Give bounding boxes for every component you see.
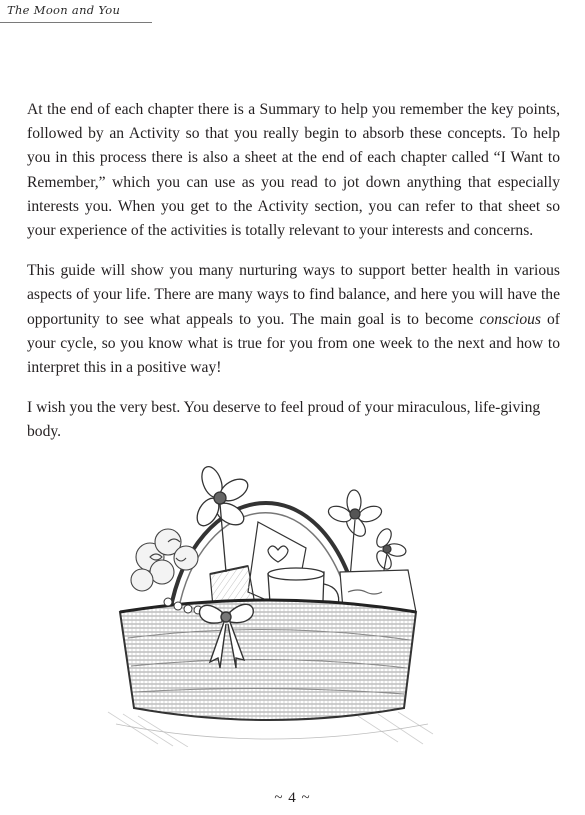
header-divider [0, 22, 152, 23]
flower-cluster-left [131, 529, 198, 591]
emphasis-conscious: conscious [479, 310, 541, 328]
paragraph-guide-text-end: of your cycle, so you know what is true for you from one week to the next and how to interpret this in a positive way! [27, 310, 561, 377]
paragraph-guide-text-start: This guide will show you many nurturing ways to support better health in various aspects of your life. There are many ways to find balance, and here you will have the opportunity to see what appeals to you. The main goal is to become [27, 262, 560, 328]
page-number: ~ 4 ~ [274, 790, 311, 806]
body-text [27, 98, 560, 461]
paragraph-guide [27, 259, 560, 380]
basket-body [120, 600, 416, 720]
running-header-title: The Moon and You [7, 3, 121, 17]
gift-basket-illustration [98, 462, 438, 747]
daisy-top-left [193, 464, 252, 572]
paragraph-summary-activity: At the end of each chapter there is a Summary to help you remember the key points, followed by an Activity so that you really begin to absorb these concepts. To help you in this process there is also a sheet at the end of each chapter called “I Want to Remember,” which you can use as you read to jot down anything that especially interests you. When you get to the Activity section, you can refer to that sheet so your experience of the activities is totally relevant to your interests and concerns. [27, 101, 560, 240]
paragraph-wish: I wish you the very best. You deserve to feel proud of your miraculous, life-giving body. [27, 399, 541, 441]
